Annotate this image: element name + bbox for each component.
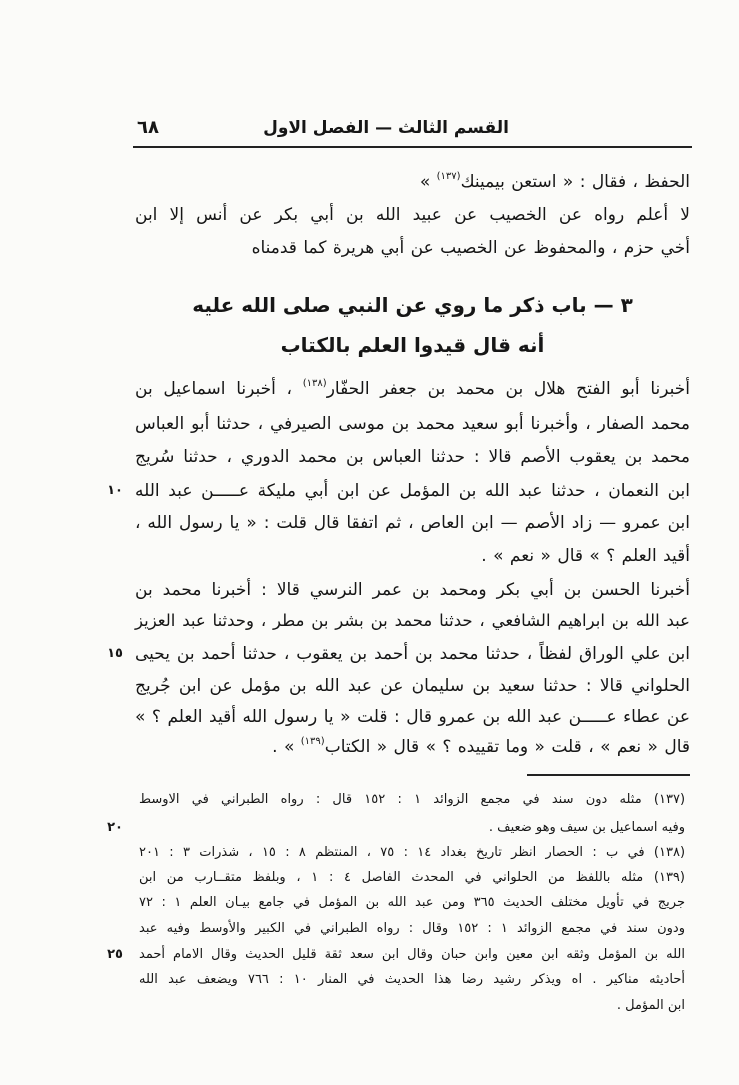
footnote-137-line: (١٣٧) مثله دون سند في مجمع الزوائد ١ : ١٥٢ قال : رواه الطبراني في الاوسط bbox=[139, 792, 686, 807]
footnote-139-line: أحاديثه مناكير . اه ويذكر رشيد رضا هذا الحديث في المنار ١٠ : ٧٦٦ ويضعف عبد الله bbox=[139, 972, 685, 987]
hadith-2-line: عبد الله بن ابراهيم الشافعي ، حدثنا محمد بن بشر بن مطر ، وحدثنا عبد العزيز bbox=[135, 611, 690, 630]
intro-line: لا أعلم رواه عن الخصيب عن عبيد الله بن أبي بكر عن أنس إلا ابن bbox=[135, 205, 690, 225]
line-text: أخبرنا أبو الفتح هلال بن محمد بن جعفر الحفّار bbox=[326, 379, 690, 399]
hadith-2-line: الحلواني قالا : حدثنا سعيد بن سليمان عن عبد الله بن مؤمل عن ابن جُريج bbox=[135, 676, 690, 696]
hadith-2-line: ابن علي الوراق لفظاً ، حدثنا محمد بن أحمد بن يعقوب ، حدثنا أحمد بن يحيى bbox=[135, 644, 690, 664]
chapter-heading: ٣ — باب ذكر ما روي عن النبي صلى الله عليه bbox=[192, 293, 633, 317]
hadith-1-line bbox=[135, 377, 690, 404]
line-text: » . bbox=[272, 737, 301, 757]
line-text: الحفظ ، فقال : « استعن بيمينك bbox=[460, 172, 690, 192]
footnote-139-line: الله بن المؤمل وثقه ابن معين وابن حبان وقال ابن سعد ثقة قليل الحديث وقال الامام أحمد bbox=[139, 947, 685, 962]
footnote-139-line: ابن المؤمل . bbox=[616, 998, 685, 1013]
footnote-138-line: (١٣٨) في ب : الحصار انظر تاريخ بغداد ١٤ : ٧٥ ، المنتظم ٨ : ١٥ ، شذرات ٣ : ٢٠١ bbox=[139, 845, 686, 860]
footnote-139-line: ودون سند في مجمع الزوائد ١ : ١٥٢ وقال : رواه الطبراني في الكبير والأوسط وفيه عبد bbox=[139, 921, 685, 936]
intro-line: أخي حزم ، والمحفوظ عن الخصيب عن أبي هريرة كما قدمناه bbox=[251, 238, 690, 258]
footnote-ref: (١٣٩) bbox=[300, 736, 325, 747]
hadith-1-line: ابن النعمان ، حدثنا عبد الله بن المؤمل عن ابن أبي مليكة عـــــن عبد الله bbox=[135, 481, 690, 501]
footnote-ref: (١٣٨) bbox=[302, 378, 327, 389]
margin-line-number: ١٠ bbox=[107, 483, 123, 498]
footnote-137-line: وفيه اسماعيل بن سيف وهو ضعيف . bbox=[488, 820, 685, 835]
hadith-1-line: محمد بن يعقوب الأصم قالا : حدثنا العباس بن محمد الدوري ، حدثنا سُريج bbox=[135, 447, 690, 467]
hadith-1-line: محمد الصفار ، وأخبرنا أبو سعيد محمد بن موسى الصيرفي ، حدثنا أبو العباس bbox=[135, 414, 690, 434]
footnote-139-line: جريج في تأويل مختلف الحديث ٣٦٥ ومن عبد الله بن المؤمل في جامع بيـان العلم ١ : ٧٢ bbox=[139, 895, 685, 910]
chapter-heading-subtitle: أنه قال قيدوا العلم بالكتاب bbox=[280, 333, 545, 357]
line-text: ، أخبرنا اسماعيل بن bbox=[135, 379, 303, 399]
margin-line-number: ٢٥ bbox=[107, 947, 123, 962]
hadith-1-line: أقيد العلم ؟ » قال « نعم » . bbox=[481, 546, 690, 566]
running-title: القسم الثالث — الفصل الاول bbox=[263, 118, 509, 138]
hadith-1-line: ابن عمرو — زاد الأصم — ابن العاص ، ثم اتفقا قال قلت : « يا رسول الله ، bbox=[135, 513, 690, 533]
intro-line bbox=[135, 170, 690, 197]
hadith-2-line: أخبرنا الحسن بن أبي بكر ومحمد بن عمر النرسي قالا : أخبرنا محمد بن bbox=[135, 580, 690, 600]
margin-line-number: ٢٠ bbox=[107, 820, 123, 835]
hadith-2-line bbox=[135, 735, 690, 762]
margin-line-number: ١٥ bbox=[107, 646, 123, 661]
footnote-separator bbox=[527, 774, 690, 776]
line-text: قال « نعم » ، قلت « وما تقييده ؟ » قال « الكتاب bbox=[324, 737, 690, 757]
header-rule bbox=[133, 146, 692, 148]
hadith-2-line: عن عطاء عـــــن عبد الله بن عمرو قال : قلت « يا رسول الله أقيد العلم ؟ » bbox=[135, 707, 690, 727]
page-number: ٦٨ bbox=[137, 117, 159, 138]
footnote-139-line: (١٣٩) مثله باللفظ من الحلواني في المحدث الفاصل ٤ : ١ ، وبلفظ متقــارب من ابن bbox=[139, 870, 685, 885]
footnote-ref: (١٣٧) bbox=[436, 171, 461, 182]
line-text: » bbox=[419, 172, 437, 192]
